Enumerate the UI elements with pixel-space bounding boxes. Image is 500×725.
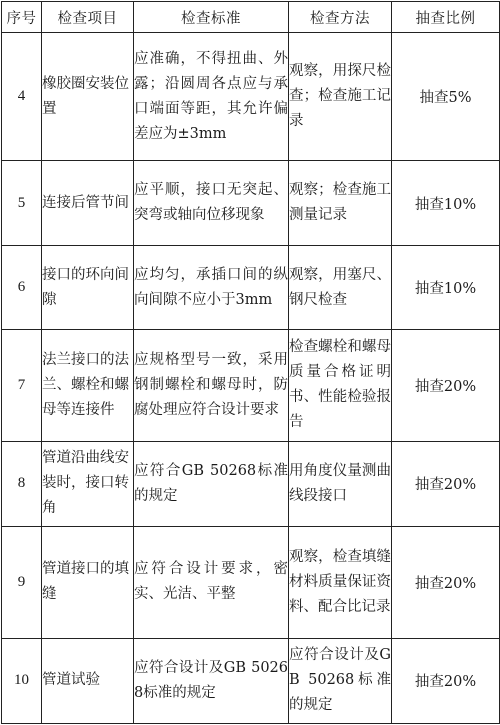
cell-method-text: 检查螺栓和螺母质量合格证明书、性能检验报告 xyxy=(289,339,391,431)
cell-standard xyxy=(134,638,289,723)
cell-item-text: 法兰接口的法兰、螺栓和螺母等连接件 xyxy=(42,351,129,418)
cell-item xyxy=(42,161,134,246)
header-no: 序号 xyxy=(2,2,42,33)
cell-method-text: 观察，用塞尺、钢尺检查 xyxy=(289,266,391,308)
cell-method-text: 观察，检查填缝材料质量保证资料、配合比记录 xyxy=(289,548,391,615)
cell-item-text: 连接后管节间 xyxy=(42,194,129,211)
cell-item xyxy=(42,441,134,526)
table-row xyxy=(2,161,500,246)
cell-method-text: 用角度仪量测曲线段接口 xyxy=(289,462,391,504)
header-row xyxy=(2,2,500,33)
cell-method-text: 观察；检查施工测量记录 xyxy=(289,182,391,224)
cell-method xyxy=(289,33,392,161)
cell-standard xyxy=(134,33,289,161)
cell-ratio: 抽查5% xyxy=(392,33,500,161)
table-row xyxy=(2,441,500,526)
cell-standard-text: 应符合设计要求，密实、光洁、平整 xyxy=(134,561,288,603)
cell-standard-text: 应准确，不得扭曲、外露；沿圆周各点应与承口端面等距，其允许偏差应为±3mm xyxy=(134,50,288,142)
cell-ratio: 抽查10% xyxy=(392,161,500,246)
cell-item xyxy=(42,526,134,638)
cell-item-text: 管道接口的填缝 xyxy=(42,561,129,603)
cell-method xyxy=(289,526,392,638)
cell-no: 5 xyxy=(2,161,42,246)
cell-method xyxy=(289,330,392,441)
cell-ratio: 抽查20% xyxy=(392,638,500,723)
cell-method-text: 应符合设计及GB 50268标准的规定 xyxy=(289,647,391,714)
cell-method-text: 观察，用探尺检查；检查施工记录 xyxy=(289,63,391,130)
cell-method xyxy=(289,161,392,246)
cell-method xyxy=(289,246,392,330)
cell-ratio: 抽查20% xyxy=(392,330,500,441)
cell-item xyxy=(42,33,134,161)
cell-standard xyxy=(134,330,289,441)
cell-standard xyxy=(134,246,289,330)
cell-item-text: 管道试验 xyxy=(42,672,100,689)
cell-method xyxy=(289,638,392,723)
cell-ratio: 抽查10% xyxy=(392,246,500,330)
cell-item-text: 接口的环向间隙 xyxy=(42,266,129,308)
cell-item xyxy=(42,638,134,723)
header-method: 检查方法 xyxy=(289,2,392,33)
table-body xyxy=(2,33,500,724)
cell-standard-text: 应平顺，接口无突起、突弯或轴向位移现象 xyxy=(134,182,288,224)
cell-item-text: 橡胶圈安装位置 xyxy=(42,75,129,117)
cell-standard-text: 应规格型号一致，采用钢制螺栓和螺母时，防腐处理应符合设计要求 xyxy=(134,351,288,418)
cell-ratio: 抽查20% xyxy=(392,441,500,526)
cell-standard xyxy=(134,526,289,638)
cell-no: 6 xyxy=(2,246,42,330)
table-row xyxy=(2,246,500,330)
cell-standard-text: 应符合GB 50268标准的规定 xyxy=(134,462,288,504)
header-item: 检查项目 xyxy=(42,2,134,33)
cell-ratio: 抽查20% xyxy=(392,526,500,638)
table-row xyxy=(2,638,500,723)
cell-no: 9 xyxy=(2,526,42,638)
cell-no: 7 xyxy=(2,330,42,441)
header-ratio: 抽查比例 xyxy=(392,2,500,33)
cell-no: 4 xyxy=(2,33,42,161)
table-row xyxy=(2,33,500,161)
cell-standard xyxy=(134,161,289,246)
cell-item xyxy=(42,246,134,330)
cell-standard-text: 应符合设计及GB 50268标准的规定 xyxy=(134,659,288,701)
table-row xyxy=(2,526,500,638)
table-row xyxy=(2,330,500,441)
cell-method xyxy=(289,441,392,526)
cell-no: 10 xyxy=(2,638,42,723)
cell-standard-text: 应均匀，承插口间的纵向间隙不应小于3mm xyxy=(134,266,288,308)
header-standard: 检查标准 xyxy=(134,2,289,33)
cell-no: 8 xyxy=(2,441,42,526)
cell-item-text: 管道沿曲线安装时，接口转角 xyxy=(42,450,129,517)
table-header xyxy=(2,2,500,33)
inspection-table xyxy=(1,1,500,724)
cell-item xyxy=(42,330,134,441)
cell-standard xyxy=(134,441,289,526)
